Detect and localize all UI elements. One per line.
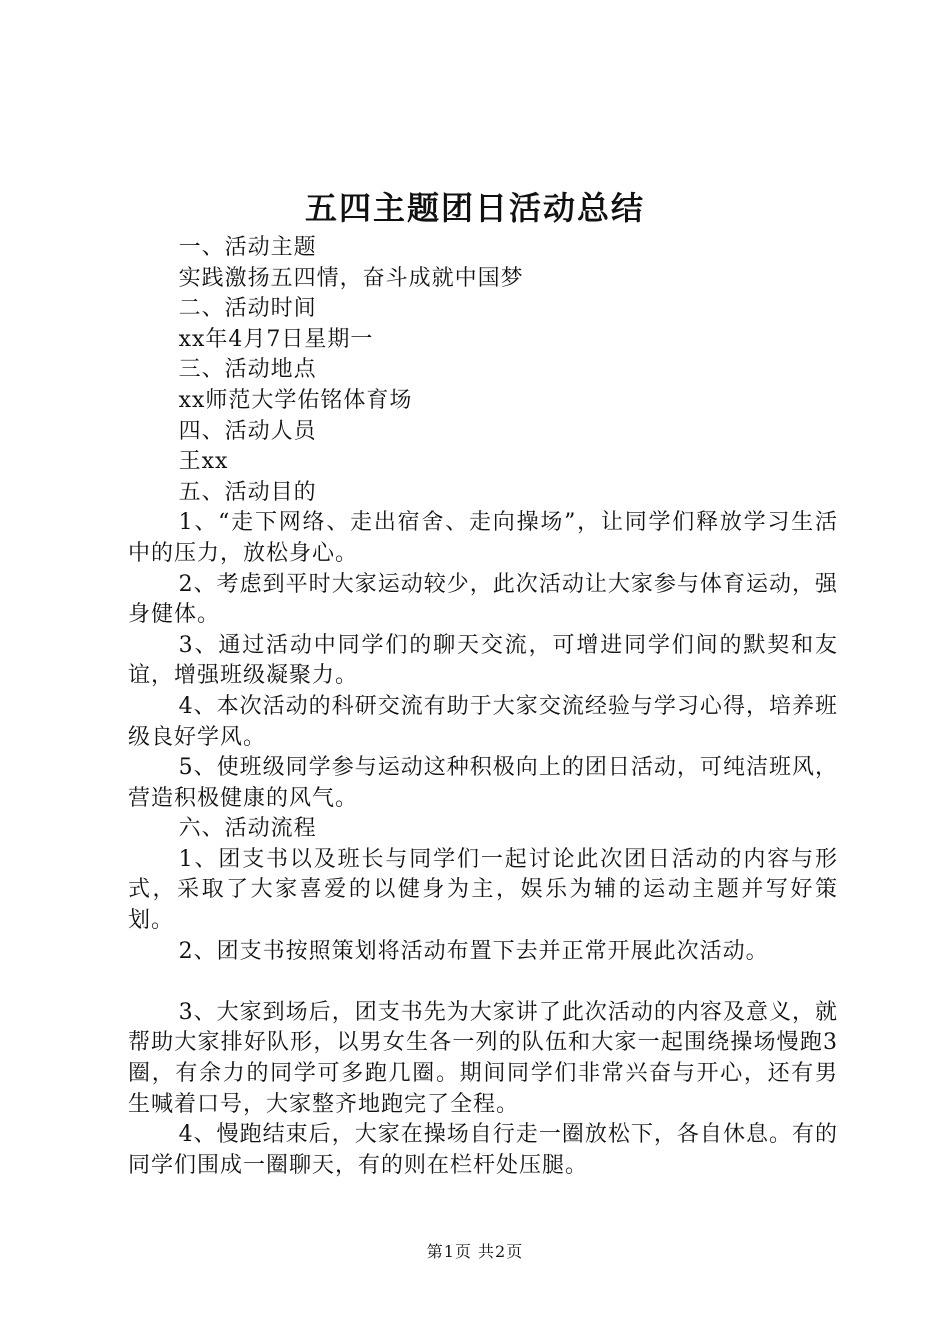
section-heading-time: 二、活动时间 bbox=[178, 296, 317, 322]
paragraph-purpose-5: 5、使班级同学参与运动这种积极向上的团日活动，可纯洁班风，营造积极健康的风气。 bbox=[128, 755, 838, 811]
section-heading-purpose: 五、活动目的 bbox=[178, 479, 317, 505]
section-heading-participants: 四、活动人员 bbox=[178, 418, 317, 444]
paragraph-time: xx年4月7日星期一 bbox=[178, 326, 374, 352]
paragraph-participants: 王xx bbox=[178, 449, 229, 475]
paragraph-purpose-3: 3、通过活动中同学们的聊天交流，可增进同学们间的默契和友谊，增强班级凝聚力。 bbox=[128, 632, 838, 689]
section-heading-location: 三、活动地点 bbox=[178, 357, 317, 383]
document-body bbox=[128, 233, 838, 1181]
section-heading-process: 六、活动流程 bbox=[178, 816, 317, 842]
paragraph-purpose-2: 2、考虑到平时大家运动较少，此次活动让大家参与体育运动，强身健体。 bbox=[128, 571, 838, 628]
document-title: 五四主题团日活动总结 bbox=[304, 189, 645, 227]
paragraph-process-2: 2、团支书按照策划将活动布置下去并正常开展此次活动。 bbox=[178, 938, 769, 964]
paragraph-theme: 实践激扬五四情，奋斗成就中国梦 bbox=[178, 265, 524, 291]
paragraph-process-1: 1、团支书以及班长与同学们一起讨论此次团日活动的内容与形式，采取了大家喜爱的以健身为主，娱乐为辅的运动主题并写好策划。 bbox=[128, 846, 838, 934]
paragraph-process-4: 4、慢跑结束后，大家在操场自行走一圈放松下，各自休息。有的同学们围成一圈聊天，有的则在栏杆处压腿。 bbox=[128, 1122, 838, 1178]
paragraph-process-3: 3、大家到场后，团支书先为大家讲了此次活动的内容及意义，就帮助大家排好队形，以男女生各一列的队伍和大家一起围绕操场慢跑3圈，有余力的同学可多跑几圈。期间同学们非常兴奋与开心，还有男生喊着口号，大家整齐地跑完了全程。 bbox=[128, 999, 838, 1117]
paragraph-purpose-4: 4、本次活动的科研交流有助于大家交流经验与学习心得，培养班级良好学风。 bbox=[128, 693, 838, 750]
section-heading-theme: 一、活动主题 bbox=[178, 235, 317, 260]
paragraph-location: xx师范大学佑铭体育场 bbox=[178, 387, 413, 413]
page-number: 第1页 共2页 bbox=[426, 1242, 524, 1261]
paragraph-purpose-1: 1、“走下网络、走出宿舍、走向操场”，让同学们释放学习生活中的压力，放松身心。 bbox=[128, 510, 838, 566]
